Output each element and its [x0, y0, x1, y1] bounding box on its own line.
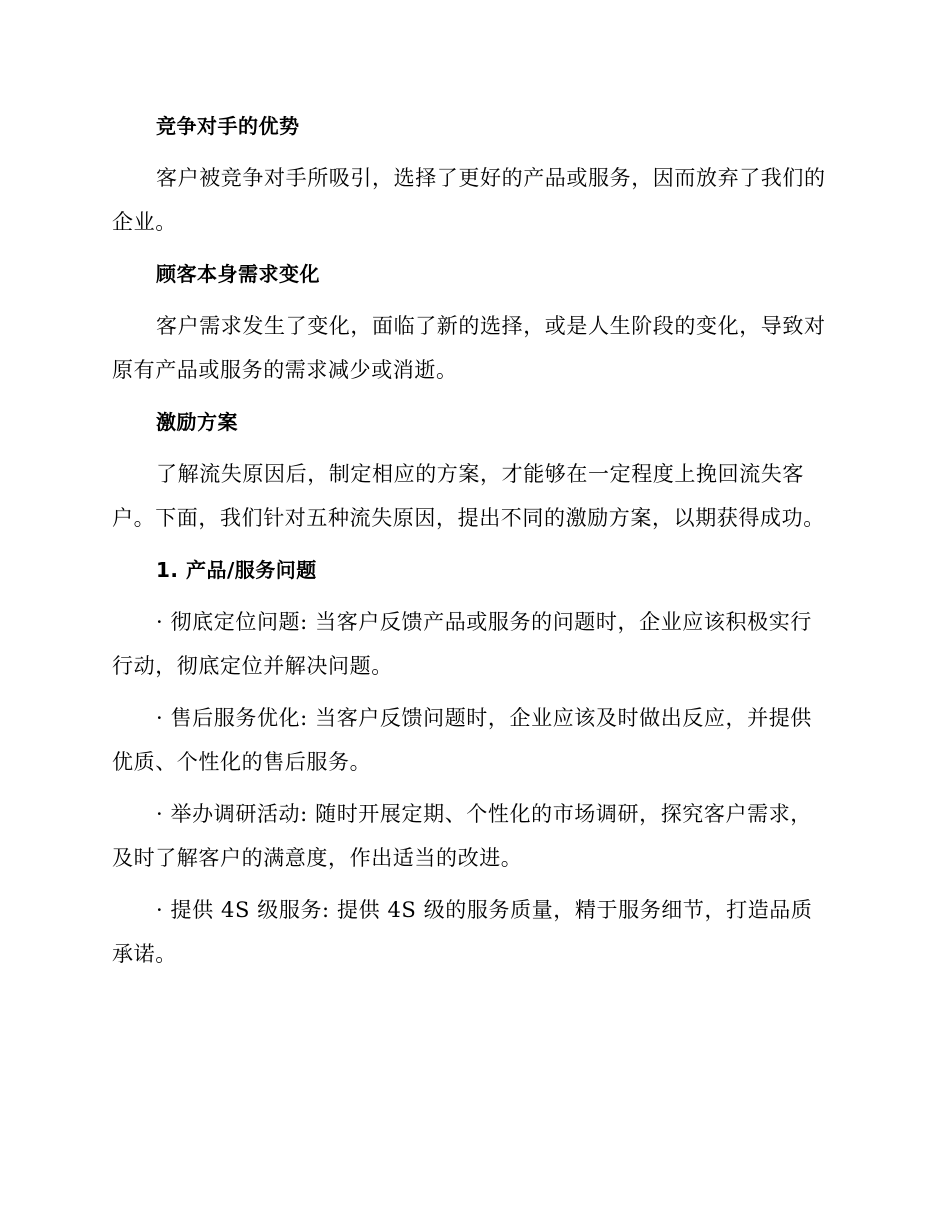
paragraph-customer-needs-change: 客户需求发生了变化，面临了新的选择，或是人生阶段的变化，导致对原有产品或服务的需求减少或消逝。 — [112, 314, 826, 382]
document-body — [112, 104, 832, 984]
bullet-item-4s-service: · 提供 4S 级服务: 提供 4S 级的服务质量，精于服务细节，打造品质承诺。 — [112, 898, 813, 966]
section-heading-incentive-plan: 激励方案 — [156, 410, 238, 434]
bullet-item-research-activities: · 举办调研活动: 随时开展定期、个性化的市场调研，探究客户需求，及时了解客户的满意度，作出适当的改进。 — [112, 802, 812, 870]
section-heading-product-service-issues: 1. 产品/服务问题 — [156, 558, 317, 582]
section-heading-competitor-advantage: 竞争对手的优势 — [156, 114, 300, 138]
section-heading-customer-needs-change: 顾客本身需求变化 — [156, 262, 320, 286]
paragraph-competitor-advantage: 客户被竞争对手所吸引，选择了更好的产品或服务，因而放弃了我们的企业。 — [112, 166, 826, 234]
paragraph-incentive-plan: 了解流失原因后，制定相应的方案，才能够在一定程度上挽回流失客户。下面，我们针对五种流失原因，提出不同的激励方案，以期获得成功。 — [112, 462, 825, 530]
bullet-item-after-sales-optimization: · 售后服务优化: 当客户反馈问题时，企业应该及时做出反应，并提供优质、个性化的售后服务。 — [112, 706, 812, 774]
bullet-item-locate-problem: · 彻底定位问题: 当客户反馈产品或服务的问题时，企业应该积极实行行动，彻底定位并解决问题。 — [112, 610, 812, 678]
